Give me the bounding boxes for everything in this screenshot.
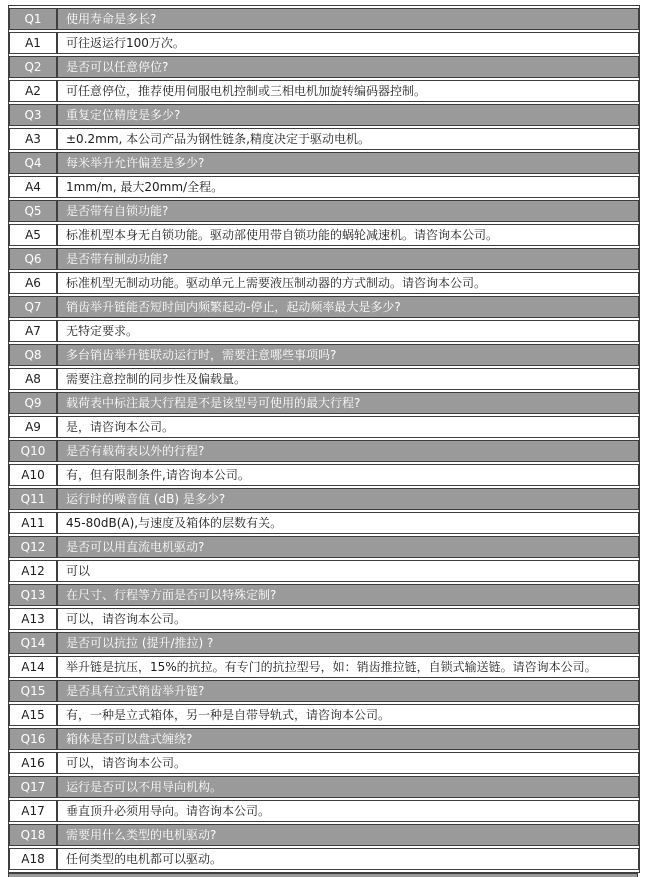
row-content-cell: 举升链是抗压，15%的抗拉。有专门的抗拉型号，如：销齿推拉链，自锁式输送链。请咨询本公司。: [57, 656, 639, 678]
row-label-cell: A17: [9, 800, 57, 822]
row-label-cell: A8: [9, 368, 57, 390]
question-row: [9, 152, 639, 174]
row-content-cell: 是否可以用直流电机驱动?: [57, 536, 639, 558]
answer-row: [9, 176, 639, 198]
row-content-cell: 需要注意控制的同步性及偏载量。: [57, 368, 639, 390]
row-content-cell: 是，请咨询本公司。: [57, 416, 639, 438]
row-content-cell: 1mm/m, 最大20mm/全程。: [57, 176, 639, 198]
question-row: [9, 680, 639, 702]
answer-row: [9, 656, 639, 678]
row-label-cell: Q9: [9, 392, 57, 414]
row-content-cell: 可以，请咨询本公司。: [57, 608, 639, 630]
row-label-cell: Q17: [9, 776, 57, 798]
question-row: [9, 536, 639, 558]
row-label-cell: A6: [9, 272, 57, 294]
row-label-cell: A2: [9, 80, 57, 102]
question-row: [9, 200, 639, 222]
row-label-cell: Q10: [9, 440, 57, 462]
question-row: [9, 344, 639, 366]
faq-table: [8, 5, 640, 873]
row-label-cell: Q5: [9, 200, 57, 222]
row-content-cell: 可以: [57, 560, 639, 582]
answer-row: [9, 512, 639, 534]
answer-row: [9, 800, 639, 822]
question-row: [9, 104, 639, 126]
row-content-cell: 是否带有制动功能?: [57, 248, 639, 270]
question-row: [9, 632, 639, 654]
row-label-cell: A1: [9, 32, 57, 54]
row-content-cell: 每米举升允许偏差是多少?: [57, 152, 639, 174]
row-label-cell: A15: [9, 704, 57, 726]
row-content-cell: 使用寿命是多长?: [57, 8, 639, 30]
row-content-cell: 有，一种是立式箱体，另一种是自带导轨式，请咨询本公司。: [57, 704, 639, 726]
answer-row: [9, 32, 639, 54]
row-label-cell: A7: [9, 320, 57, 342]
question-row: [9, 248, 639, 270]
row-label-cell: Q2: [9, 56, 57, 78]
row-content-cell: 有，但有限制条件,请咨询本公司。: [57, 464, 639, 486]
row-label-cell: A5: [9, 224, 57, 246]
question-row: [9, 584, 639, 606]
question-row: [9, 8, 639, 30]
answer-row: [9, 416, 639, 438]
row-label-cell: Q12: [9, 536, 57, 558]
row-content-cell: 载荷表中标注最大行程是不是该型号可使用的最大行程?: [57, 392, 639, 414]
row-content-cell: 需要用什么类型的电机驱动?: [57, 824, 639, 846]
answer-row: [9, 464, 639, 486]
row-label-cell: A11: [9, 512, 57, 534]
row-content-cell: 可任意停位，推荐使用伺服电机控制或三相电机加旋转编码器控制。: [57, 80, 639, 102]
row-content-cell: 标准机型本身无自锁功能。驱动部使用带自锁功能的蜗轮减速机。请咨询本公司。: [57, 224, 639, 246]
next-row-cutoff: [8, 873, 638, 877]
row-label-cell: Q1: [9, 8, 57, 30]
row-content-cell: 销齿举升链能否短时间内频繁起动-停止，起动频率最大是多少?: [57, 296, 639, 318]
row-content-cell: 是否带有自锁功能?: [57, 200, 639, 222]
answer-row: [9, 80, 639, 102]
question-row: [9, 824, 639, 846]
row-content-cell: 箱体是否可以盘式缠绕?: [57, 728, 639, 750]
row-content-cell: 可以，请咨询本公司。: [57, 752, 639, 774]
row-content-cell: 可往返运行100万次。: [57, 32, 639, 54]
row-label-cell: Q13: [9, 584, 57, 606]
row-label-cell: Q14: [9, 632, 57, 654]
row-content-cell: 运行是否可以不用导向机构。: [57, 776, 639, 798]
row-content-cell: 是否可以任意停位?: [57, 56, 639, 78]
row-label-cell: A14: [9, 656, 57, 678]
row-content-cell: 垂直顶升必须用导向。请咨询本公司。: [57, 800, 639, 822]
row-content-cell: 是否具有立式销齿举升链?: [57, 680, 639, 702]
row-content-cell: 运行时的噪音值 (dB) 是多少?: [57, 488, 639, 510]
answer-row: [9, 848, 639, 870]
row-label-cell: Q16: [9, 728, 57, 750]
row-label-cell: Q4: [9, 152, 57, 174]
row-label-cell: Q18: [9, 824, 57, 846]
row-label-cell: Q8: [9, 344, 57, 366]
faq-table-body: [9, 8, 639, 870]
answer-row: [9, 704, 639, 726]
row-content-cell: ±0.2mm, 本公司产品为钢性链条,精度决定于驱动电机。: [57, 128, 639, 150]
question-row: [9, 728, 639, 750]
question-row: [9, 776, 639, 798]
row-content-cell: 任何类型的电机都可以驱动。: [57, 848, 639, 870]
answer-row: [9, 224, 639, 246]
question-row: [9, 56, 639, 78]
row-content-cell: 重复定位精度是多少?: [57, 104, 639, 126]
row-label-cell: Q11: [9, 488, 57, 510]
answer-row: [9, 608, 639, 630]
question-row: [9, 488, 639, 510]
row-label-cell: A9: [9, 416, 57, 438]
row-label-cell: A16: [9, 752, 57, 774]
row-label-cell: Q15: [9, 680, 57, 702]
row-label-cell: Q6: [9, 248, 57, 270]
row-label-cell: A10: [9, 464, 57, 486]
answer-row: [9, 368, 639, 390]
row-content-cell: 是否有载荷表以外的行程?: [57, 440, 639, 462]
answer-row: [9, 272, 639, 294]
row-content-cell: 多台销齿举升链联动运行时，需要注意哪些事项吗?: [57, 344, 639, 366]
row-label-cell: A13: [9, 608, 57, 630]
answer-row: [9, 752, 639, 774]
answer-row: [9, 320, 639, 342]
row-label-cell: Q3: [9, 104, 57, 126]
answer-row: [9, 560, 639, 582]
answer-row: [9, 128, 639, 150]
row-label-cell: Q7: [9, 296, 57, 318]
row-content-cell: 是否可以抗拉 (提升/推拉) ?: [57, 632, 639, 654]
row-label-cell: A3: [9, 128, 57, 150]
row-label-cell: A12: [9, 560, 57, 582]
row-label-cell: A18: [9, 848, 57, 870]
question-row: [9, 296, 639, 318]
row-content-cell: 无特定要求。: [57, 320, 639, 342]
question-row: [9, 392, 639, 414]
row-content-cell: 45-80dB(A),与速度及箱体的层数有关。: [57, 512, 639, 534]
row-label-cell: A4: [9, 176, 57, 198]
question-row: [9, 440, 639, 462]
row-content-cell: 标准机型无制动功能。驱动单元上需要液压制动器的方式制动。请咨询本公司。: [57, 272, 639, 294]
row-content-cell: 在尺寸、行程等方面是否可以特殊定制?: [57, 584, 639, 606]
